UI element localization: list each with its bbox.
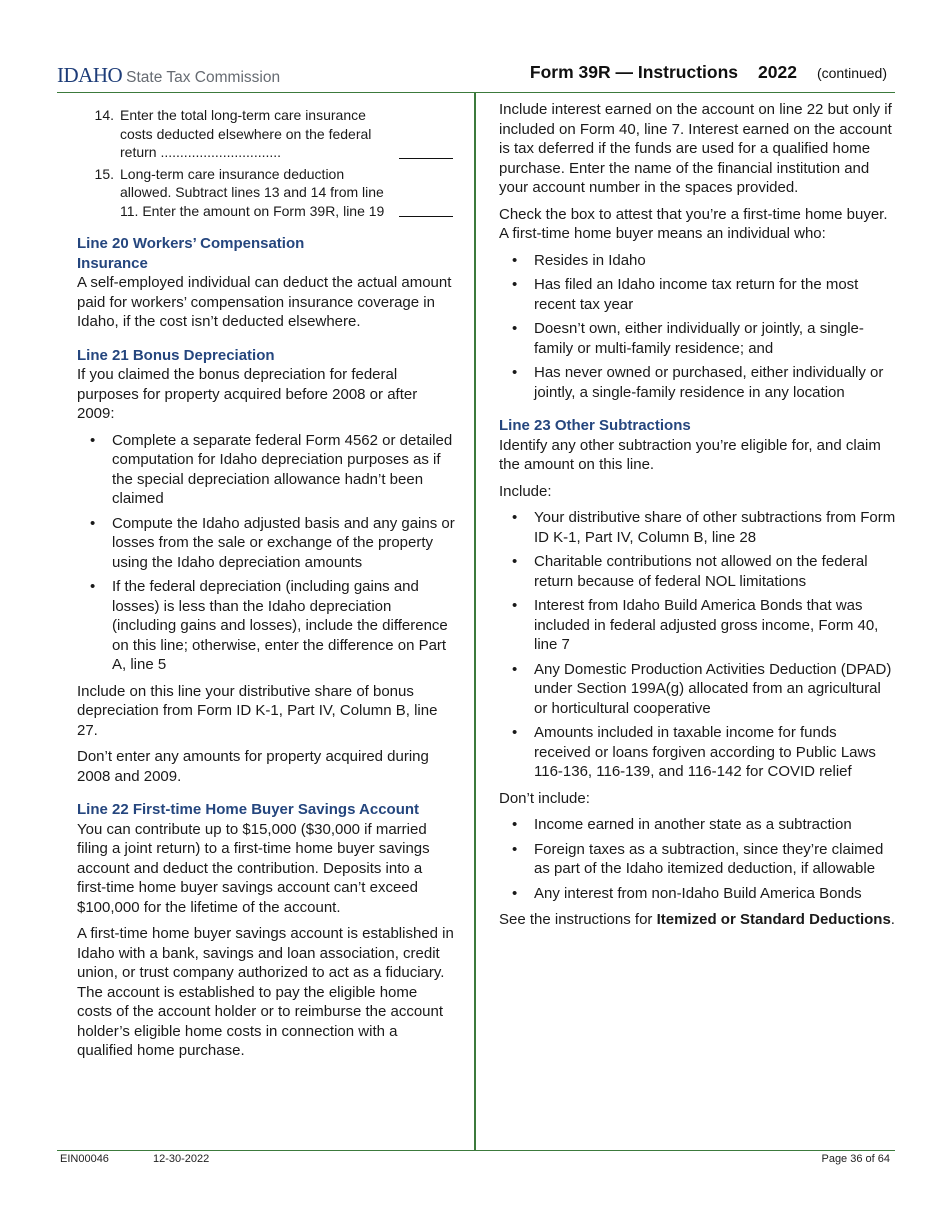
see-prefix: See the instructions for	[499, 911, 657, 928]
paragraph: A first-time home buyer savings account is established in Idaho with a bank, savings and loan association, credit union, or trust company authorized to act as a fiduciary. The account is established to pay the eligible home costs of the account holder or to reimburse the account holder’s eligible home costs in connection with a qualified home purchase.	[77, 925, 454, 1059]
footer-code: EIN00046	[60, 1153, 109, 1165]
list-item: • Compute the Idaho adjusted basis and any gains or losses from the sale or exchange of the property using the Idaho depreciation amounts	[77, 514, 455, 573]
line-number: 14.	[94, 107, 114, 123]
line-number: 15.	[94, 165, 114, 182]
line-text: Enter the total long-term care insurance costs deducted elsewhere on the federal return ...............................	[120, 107, 372, 160]
list-item: • Any interest from non-Idaho Build America Bonds	[499, 884, 897, 904]
list-item: • Amounts included in taxable income for funds received or loans forgiven according to Public Laws 116-136, 116-139, and 116-142 for COVID relief	[499, 723, 897, 782]
list-item: • Income earned in another state as a subtraction	[499, 815, 897, 835]
paragraph: Identify any other subtraction you’re eligible for, and claim the amount on this line.	[499, 436, 881, 473]
paragraph: Don’t enter any amounts for property acquired during 2008 and 2009.	[77, 748, 429, 785]
list-item: • Any Domestic Production Activities Deduction (DPAD) under Section 199A(g) allocated from an agricultural or horticultural cooperative	[499, 660, 897, 719]
list-item: • Charitable contributions not allowed on the federal return because of federal NOL limitations	[499, 552, 897, 591]
logo-text: State Tax Commission	[126, 69, 281, 86]
left-column	[77, 100, 455, 1068]
right-column	[499, 100, 897, 937]
idaho-logo	[57, 63, 280, 88]
section-line-21	[77, 346, 455, 787]
bullet-list	[77, 431, 455, 675]
footer-page-number: Page 36 of 64	[821, 1153, 890, 1165]
form-title-block	[530, 62, 887, 83]
list-item: • Doesn’t own, either individually or jointly, a single-family or multi-family residence; and	[499, 319, 897, 358]
logo-mark: IDAHO	[57, 63, 123, 87]
list-item: • Your distributive share of other subtractions from Form ID K-1, Part IV, Column B, line 28	[499, 508, 897, 547]
exclude-list	[499, 815, 897, 903]
section-line-20	[77, 234, 455, 332]
list-item: • Has filed an Idaho income tax return for the most recent tax year	[499, 275, 897, 314]
paragraph: If you claimed the bonus depreciation for federal purposes for property acquired before 2008 or after 2009:	[77, 366, 418, 422]
list-item: • Complete a separate federal Form 4562 or detailed computation for Idaho depreciation purposes as if the special depreciation allowance hadn’t been claimed	[77, 431, 455, 509]
form-title: Form 39R — Instructions	[529, 62, 739, 82]
section-heading: Line 20 Workers’ Compensation Insurance	[77, 235, 305, 272]
page-header	[57, 58, 893, 92]
list-item: • Resides in Idaho	[499, 251, 897, 271]
see-instructions-note	[499, 910, 897, 930]
include-label: Include:	[499, 482, 552, 500]
continued-label: (continued)	[816, 65, 887, 81]
section-line-22	[77, 800, 455, 1061]
list-item: • Foreign taxes as a subtraction, since they’re claimed as part of the Idaho itemized deduction, if allowable	[499, 840, 897, 879]
paragraph: Check the box to attest that you’re a first-time home buyer. A first-time home buyer means an individual who:	[499, 205, 888, 242]
worksheet-line-14	[77, 106, 455, 162]
footer-rule	[57, 1150, 895, 1151]
list-item: • Has never owned or purchased, either individually or jointly, a single-family residence in any location	[499, 363, 897, 402]
column-divider	[474, 93, 476, 1150]
form-year: 2022	[758, 62, 797, 82]
see-reference: Itemized or Standard Deductions	[656, 911, 891, 928]
amount-blank	[399, 158, 453, 159]
see-suffix: .	[890, 911, 895, 928]
paragraph: A self-employed individual can deduct the actual amount paid for workers’ compensation insurance coverage in Idaho, if the cost isn’t deducted elsewhere.	[77, 274, 452, 330]
section-heading: Line 23 Other Subtractions	[499, 417, 691, 434]
section-line-23	[499, 416, 897, 930]
amount-blank	[399, 216, 453, 217]
section-heading: Line 22 First-time Home Buyer Savings Account	[77, 801, 420, 818]
paragraph: Include interest earned on the account on line 22 but only if included on Form 40, line 7. Interest earned on the account is tax deferred if the funds are used for a qualified home purchase. Enter the name of the financial institution and your account number in the spaces provided.	[499, 101, 892, 196]
paragraph: You can contribute up to $15,000 ($30,000 if married filing a joint return) to a first-time home buyer savings account and deduct the contribution. Deposits into a first-time home buyer savings account can’t exceed $100,000 for the lifetime of the account.	[77, 820, 430, 916]
paragraph: Include on this line your distributive share of bonus depreciation from Form ID K-1, Part IV, Column B, line 27.	[77, 682, 438, 739]
list-item: • If the federal depreciation (including gains and losses) is less than the Idaho depreciation (including gains and losses), include the difference on this line; otherwise, enter the difference on Part A, line 5	[77, 577, 455, 675]
exclude-label: Don’t include:	[499, 789, 590, 807]
worksheet-line-15	[77, 165, 455, 221]
footer-date: 12-30-2022	[153, 1153, 210, 1165]
section-heading: Line 21 Bonus Depreciation	[77, 346, 275, 364]
header-rule	[57, 92, 895, 93]
line-text: Long-term care insurance deduction allowed. Subtract lines 13 and 14 from line 11. Enter the amount on Form 39R, line 19	[120, 165, 385, 219]
buyer-criteria-list	[499, 251, 897, 403]
include-list	[499, 508, 897, 782]
list-item: • Interest from Idaho Build America Bonds that was included in federal adjusted gross income, Form 40, line 7	[499, 596, 897, 655]
worksheet-lines	[77, 100, 455, 220]
